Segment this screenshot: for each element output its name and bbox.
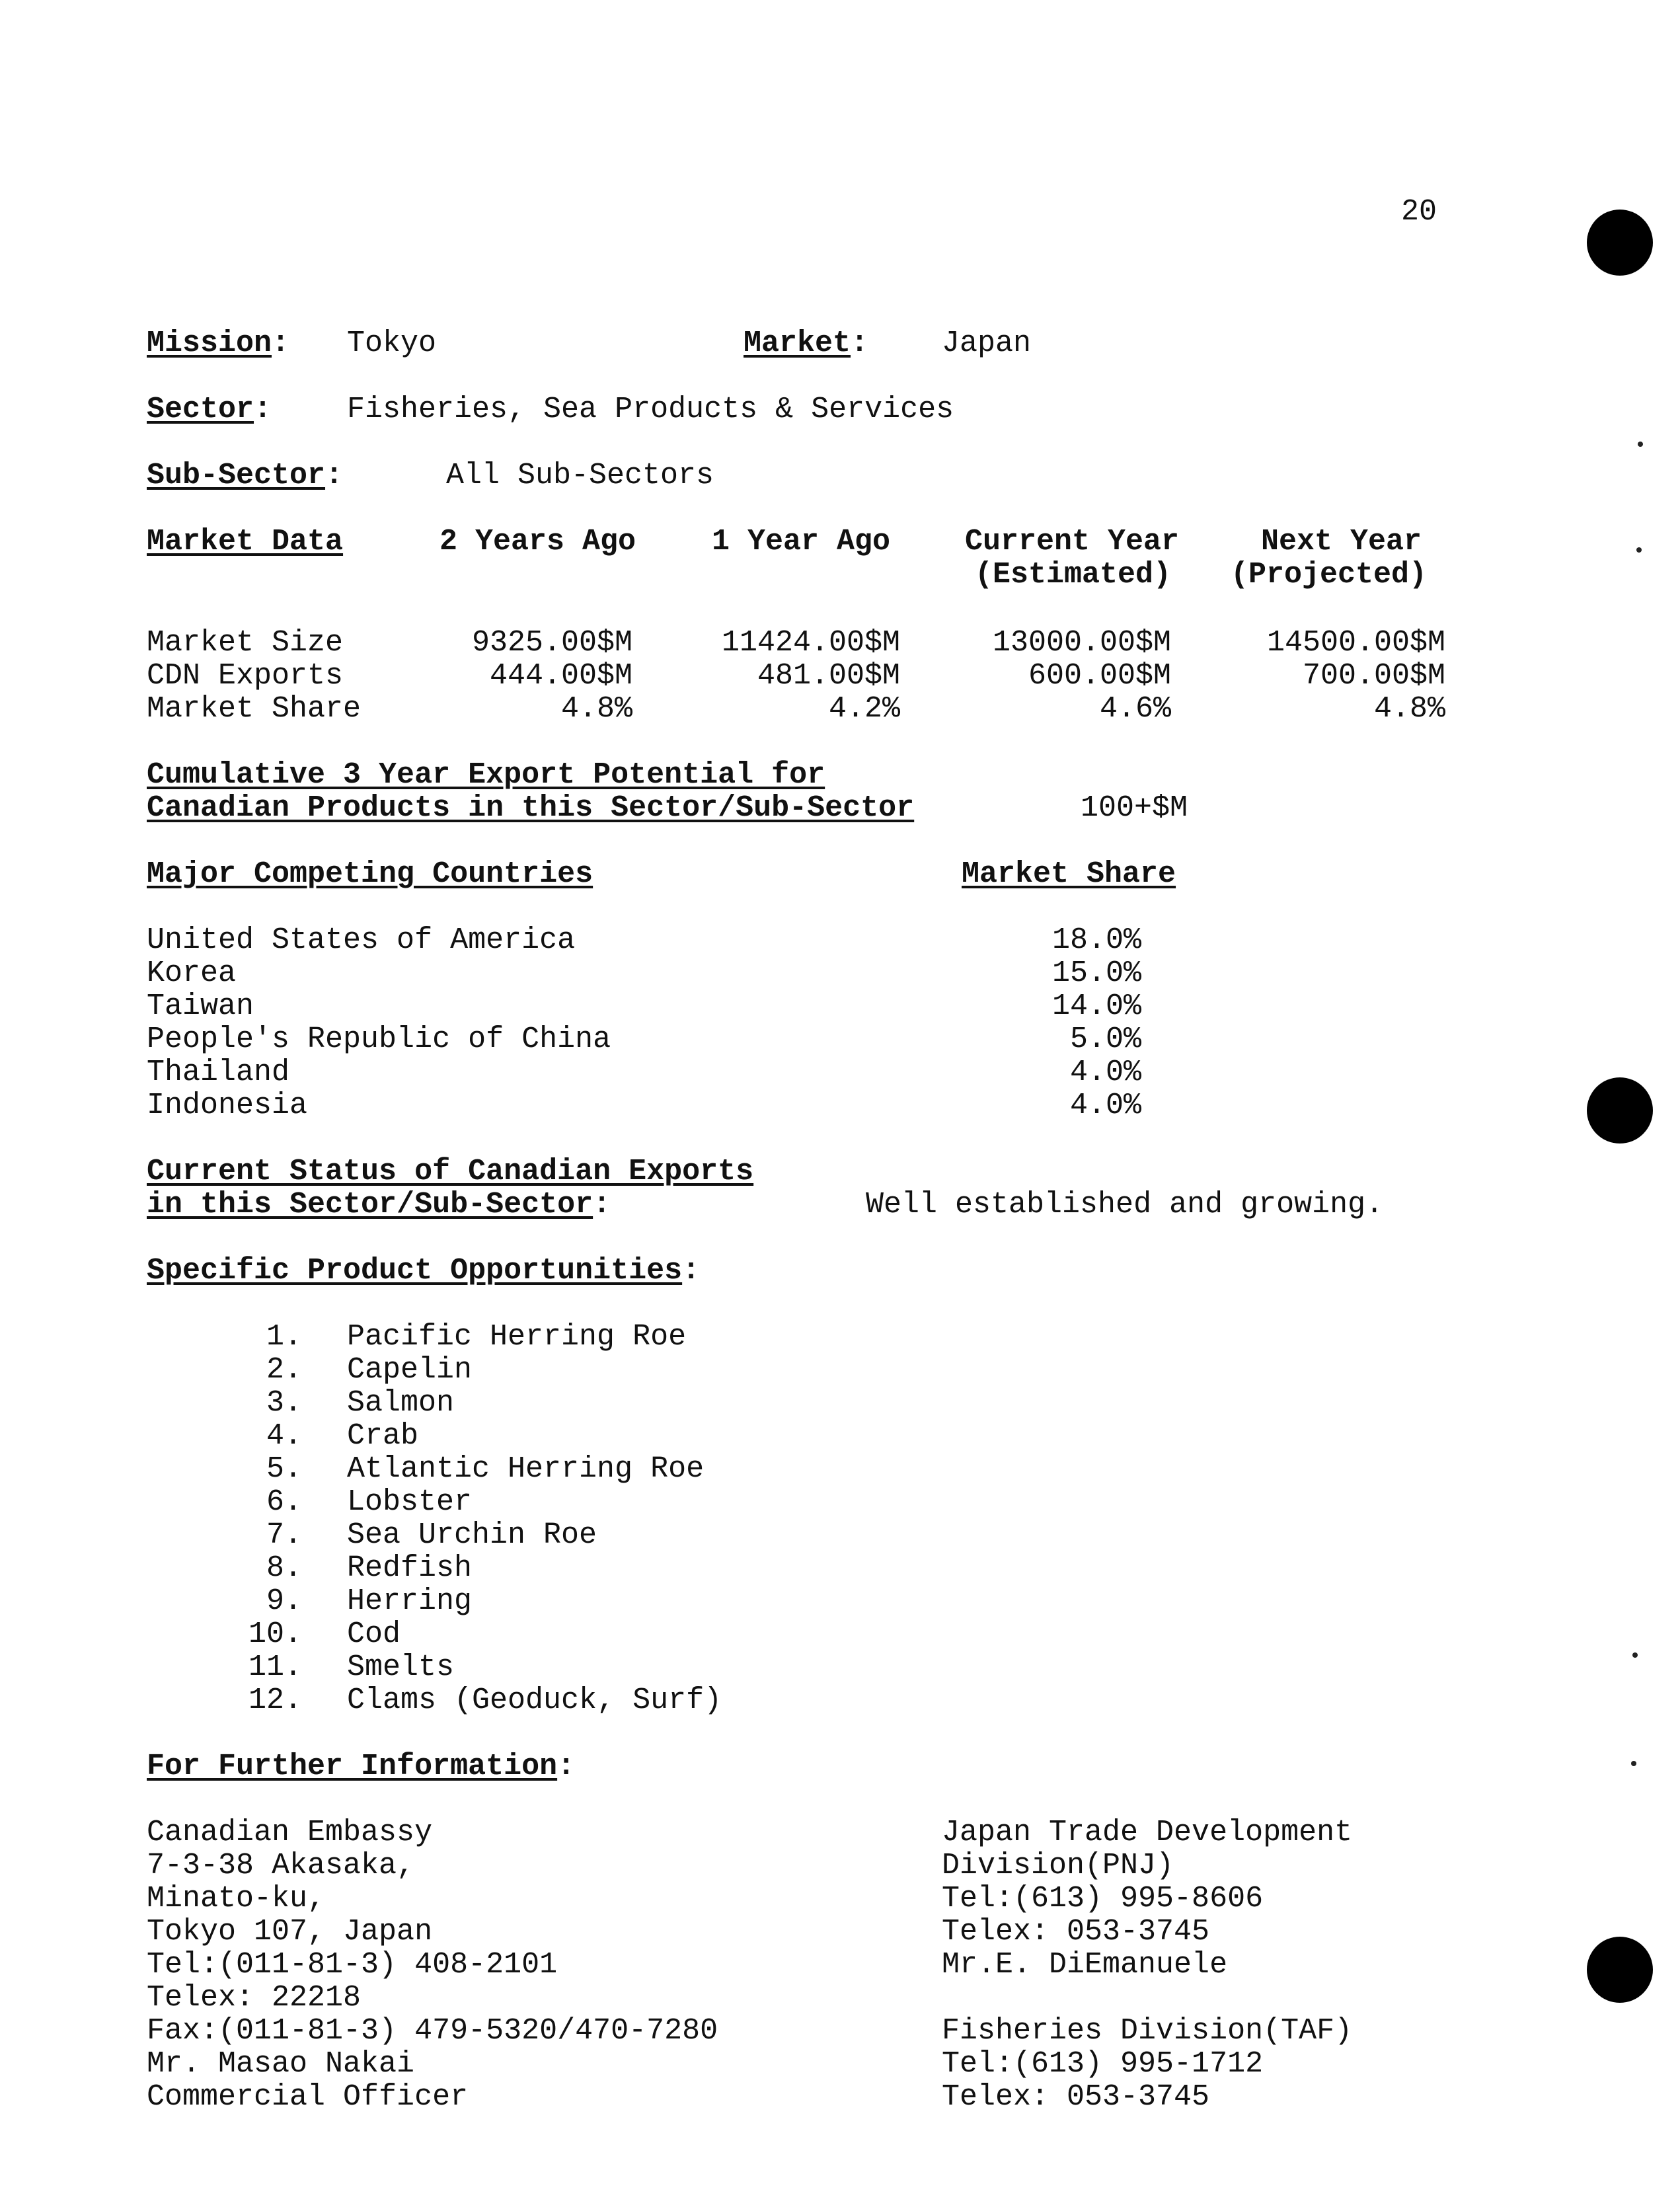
opportunity-item: Atlantic Herring Roe [347,1452,705,1486]
fisheries-division-line: Tel:(613) 995-1712 [942,2047,1264,2081]
market-data-heading: Market Data [147,525,344,559]
cdn-exports-2-years-ago: 444.00$M [489,659,632,693]
mission-value: Tokyo [347,327,437,360]
competitor-country: Taiwan [147,989,254,1023]
fisheries-division-line: Fisheries Division(TAF) [942,2014,1353,2048]
competitors-heading: Major Competing Countries [147,857,593,891]
market-share-1-year-ago: 4.2% [828,692,900,726]
embassy-address-line: 7-3-38 Akasaka, [147,1849,415,1882]
row-label-market-share: Market Share [147,692,362,726]
embassy-address-line: Commercial Officer [147,2080,469,2114]
further-info-heading: For Further Information: [147,1750,576,1783]
competitor-country: People's Republic of China [147,1023,611,1056]
competitor-share: 4.0% [1069,1089,1141,1122]
market-value: Japan [942,327,1032,360]
opportunity-number: 3. [266,1386,302,1420]
scan-speck [1638,442,1643,447]
opportunity-number: 11. [248,1650,302,1684]
opportunity-number: 10. [248,1617,302,1651]
market-label: Market: [744,327,869,360]
opportunity-number: 1. [266,1320,302,1354]
scan-speck [1636,547,1642,553]
cdn-exports-current-year: 600.00$M [1028,659,1171,693]
subsector-value: All Sub-Sectors [446,459,714,492]
column-header-current-year: Current Year [965,525,1180,559]
subsector-label: Sub-Sector: [147,459,344,492]
status-heading-line1: Current Status of Canadian Exports [147,1155,754,1188]
scan-speck [1632,1652,1638,1658]
embassy-address-line: Tokyo 107, Japan [147,1915,433,1949]
status-heading-line2: in this Sector/Sub-Sector: [147,1188,611,1221]
punch-hole-middle [1587,1077,1653,1143]
embassy-address-line: Telex: 22218 [147,1981,362,2015]
market-size-2-years-ago: 9325.00$M [471,626,632,660]
export-potential-heading-line2: Canadian Products in this Sector/Sub-Sector [147,791,915,825]
cdn-exports-next-year: 700.00$M [1302,659,1445,693]
competitor-share: 14.0% [1051,989,1141,1023]
trade-division-line: Japan Trade Development [942,1816,1353,1849]
opportunities-heading: Specific Product Opportunities: [147,1254,701,1288]
embassy-address-line: Mr. Masao Nakai [147,2047,415,2081]
competitor-share: 18.0% [1051,923,1141,957]
row-label-market-size: Market Size [147,626,344,660]
market-share-next-year: 4.8% [1373,692,1445,726]
market-size-current-year: 13000.00$M [992,626,1171,660]
market-size-next-year: 14500.00$M [1266,626,1445,660]
sector-label: Sector: [147,393,272,426]
embassy-address-line: Tel:(011-81-3) 408-2101 [147,1948,558,1982]
competitor-share: 5.0% [1069,1023,1141,1056]
export-potential-heading-line1: Cumulative 3 Year Export Potential for [147,758,825,792]
trade-division-line: Mr.E. DiEmanuele [942,1948,1228,1982]
opportunity-item: Lobster [347,1485,473,1519]
opportunity-item: Herring [347,1584,473,1618]
punch-hole-bottom [1587,1937,1653,2003]
opportunity-number: 12. [248,1684,302,1717]
opportunity-number: 2. [266,1353,302,1387]
column-header-current-year-note: (Estimated) [975,558,1172,592]
opportunity-number: 6. [266,1485,302,1519]
opportunity-item: Redfish [347,1551,473,1585]
competitors-share-heading: Market Share [962,857,1176,891]
opportunity-number: 7. [266,1518,302,1552]
trade-division-line: Telex: 053-3745 [942,1915,1210,1949]
market-share-current-year: 4.6% [1099,692,1171,726]
export-potential-value: 100+$M [1081,791,1188,825]
opportunity-item: Pacific Herring Roe [347,1320,687,1354]
opportunity-item: Clams (Geoduck, Surf) [347,1684,722,1717]
page-number: 20 [1401,195,1437,229]
opportunity-item: Salmon [347,1386,455,1420]
trade-division-line: Division(PNJ) [942,1849,1174,1882]
column-header-2-years-ago: 2 Years Ago [439,525,636,559]
status-value: Well established and growing. [866,1188,1384,1221]
competitor-share: 15.0% [1051,956,1141,990]
opportunity-item: Crab [347,1419,419,1453]
competitor-country: Korea [147,956,237,990]
opportunity-number: 4. [266,1419,302,1453]
market-size-1-year-ago: 11424.00$M [721,626,900,660]
embassy-address-line: Canadian Embassy [147,1816,433,1849]
opportunity-number: 9. [266,1584,302,1618]
opportunity-item: Smelts [347,1650,455,1684]
column-header-next-year-note: (Projected) [1231,558,1428,592]
market-share-2-years-ago: 4.8% [560,692,632,726]
scan-speck [1631,1761,1636,1766]
sector-value: Fisheries, Sea Products & Services [347,393,954,426]
opportunity-number: 8. [266,1551,302,1585]
embassy-address-line: Fax:(011-81-3) 479-5320/470-7280 [147,2014,718,2048]
trade-division-line: Tel:(613) 995-8606 [942,1882,1264,1916]
fisheries-division-line: Telex: 053-3745 [942,2080,1210,2114]
row-label-cdn-exports: CDN Exports [147,659,344,693]
cdn-exports-1-year-ago: 481.00$M [757,659,900,693]
column-header-next-year: Next Year [1261,525,1422,559]
competitor-share: 4.0% [1069,1056,1141,1089]
embassy-address-line: Minato-ku, [147,1882,326,1916]
opportunity-item: Capelin [347,1353,473,1387]
competitor-country: United States of America [147,923,576,957]
punch-hole-top [1587,210,1653,276]
competitor-country: Indonesia [147,1089,308,1122]
opportunity-item: Sea Urchin Roe [347,1518,597,1552]
opportunity-item: Cod [347,1617,401,1651]
opportunity-number: 5. [266,1452,302,1486]
mission-label: Mission: [147,327,290,360]
competitor-country: Thailand [147,1056,290,1089]
column-header-1-year-ago: 1 Year Ago [712,525,891,559]
